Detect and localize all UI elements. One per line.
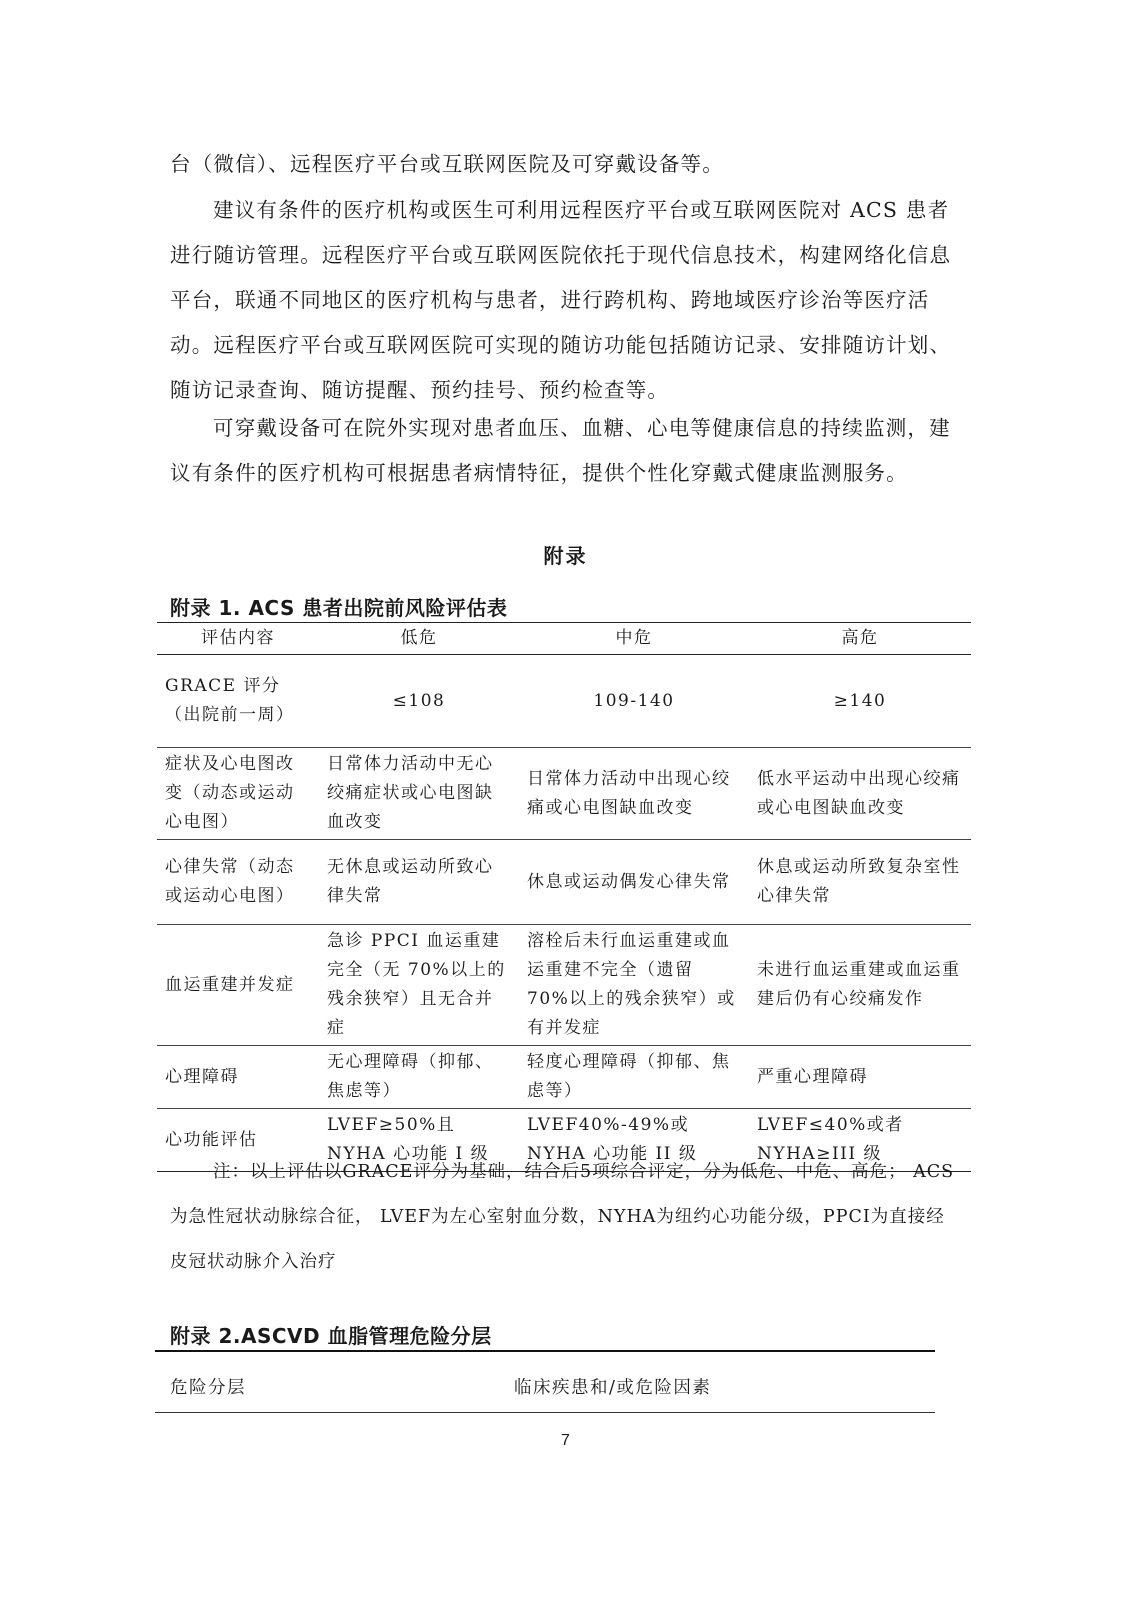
appendix-title: 附录 xyxy=(543,544,588,568)
table-cell: 日常体力活动中出现心绞痛或心电图缺血改变 xyxy=(519,748,749,840)
header-assessment-item: 评估内容 xyxy=(157,623,319,655)
row-label-revascularization: 血运重建并发症 xyxy=(157,925,319,1046)
table-row xyxy=(157,655,971,748)
table-row xyxy=(157,925,971,1046)
table-row xyxy=(157,840,971,925)
appendix1-heading: 附录 1. ACS 患者出院前风险评估表 xyxy=(170,596,508,620)
table-cell: 休息或运动所致复杂室性心律失常 xyxy=(749,840,971,925)
header-low-risk: 低危 xyxy=(319,623,519,655)
paragraph-intro: 台（微信）、远程医疗平台或互联网医院及可穿戴设备等。 xyxy=(170,152,724,176)
table-cell: 休息或运动偶发心律失常 xyxy=(519,840,749,925)
row-label-psychological: 心理障碍 xyxy=(157,1046,319,1109)
table-cell: ≤108 xyxy=(319,655,519,748)
page-number: 7 xyxy=(561,1432,570,1449)
table-cell: 急诊 PPCI 血运重建完全（无 70%以上的残余狭窄）且无合并症 xyxy=(319,925,519,1046)
risk-assessment-table xyxy=(157,622,971,1172)
header-high-risk: 高危 xyxy=(749,623,971,655)
table-cell: 无心理障碍（抑郁、焦虑等） xyxy=(319,1046,519,1109)
table-header-row xyxy=(157,623,971,655)
row-label-symptoms-ecg: 症状及心电图改变（动态或运动心电图） xyxy=(157,748,319,840)
table-cell: ≥140 xyxy=(749,655,971,748)
paragraph-followup-management: 建议有条件的医疗机构或医生可利用远程医疗平台或互联网医院对 ACS 患者进行随访管理。远程医疗平台或互联网医院依托于现代信息技术，构建网络化信息平台，联通不同地区的医疗机构与患者，进行跨机构、跨地域医疗诊治等医疗活动。远程医疗平台或互联网医院可实现的随访功能包括随访记录、安排随访计划、随访记录查询、随访提醒、预约挂号、预约检查等。 xyxy=(170,198,952,402)
row-label-cardiac-function: 心功能评估 xyxy=(157,1109,319,1172)
table-cell: 严重心理障碍 xyxy=(749,1046,971,1109)
table-cell: 未进行血运重建或血运重建后仍有心绞痛发作 xyxy=(749,925,971,1046)
table-cell: LVEF40%-49%或 NYHA 心功能 II 级 xyxy=(519,1109,749,1172)
table-note: 注：以上评估以GRACE评分为基础，结合后5项综合评定，分为低危、中危、高危； ACS为急性冠状动脉综合征， LVEF为左心室射血分数，NYHA为纽约心功能分级，PPCI为直接经皮冠状动脉介入治疗 xyxy=(170,1162,955,1272)
header-medium-risk: 中危 xyxy=(519,623,749,655)
appendix2-heading: 附录 2.ASCVD 血脂管理危险分层 xyxy=(170,1324,492,1348)
table-row xyxy=(157,1046,971,1109)
table2-top-rule xyxy=(155,1350,935,1352)
paragraph-wearable-devices: 可穿戴设备可在院外实现对患者血压、血糖、心电等健康信息的持续监测，建议有条件的医疗机构可根据患者病情特征，提供个性化穿戴式健康监测服务。 xyxy=(170,416,951,485)
table-cell: 溶栓后未行血运重建或血运重建不完全（遗留 70%以上的残余狭窄）或有并发症 xyxy=(519,925,749,1046)
table-cell: 109-140 xyxy=(519,655,749,748)
row-label-grace: GRACE 评分 （出院前一周） xyxy=(157,655,319,748)
row-label-arrhythmia: 心律失常（动态或运动心电图） xyxy=(157,840,319,925)
table-cell: LVEF≥50%且 NYHA 心功能 I 级 xyxy=(319,1109,519,1172)
table2-header-rule xyxy=(155,1412,935,1413)
table-cell: 日常体力活动中无心绞痛症状或心电图缺血改变 xyxy=(319,748,519,840)
table-cell: 轻度心理障碍（抑郁、焦虑等） xyxy=(519,1046,749,1109)
table-cell: 无休息或运动所致心律失常 xyxy=(319,840,519,925)
table2-header-risk-level: 危险分层 xyxy=(170,1378,246,1398)
table-cell: 低水平运动中出现心绞痛或心电图缺血改变 xyxy=(749,748,971,840)
table-row xyxy=(157,748,971,840)
table2-header-clinical-factors: 临床疾患和/或危险因素 xyxy=(514,1378,712,1398)
table-cell: LVEF≤40%或者 NYHA≥III 级 xyxy=(749,1109,971,1172)
